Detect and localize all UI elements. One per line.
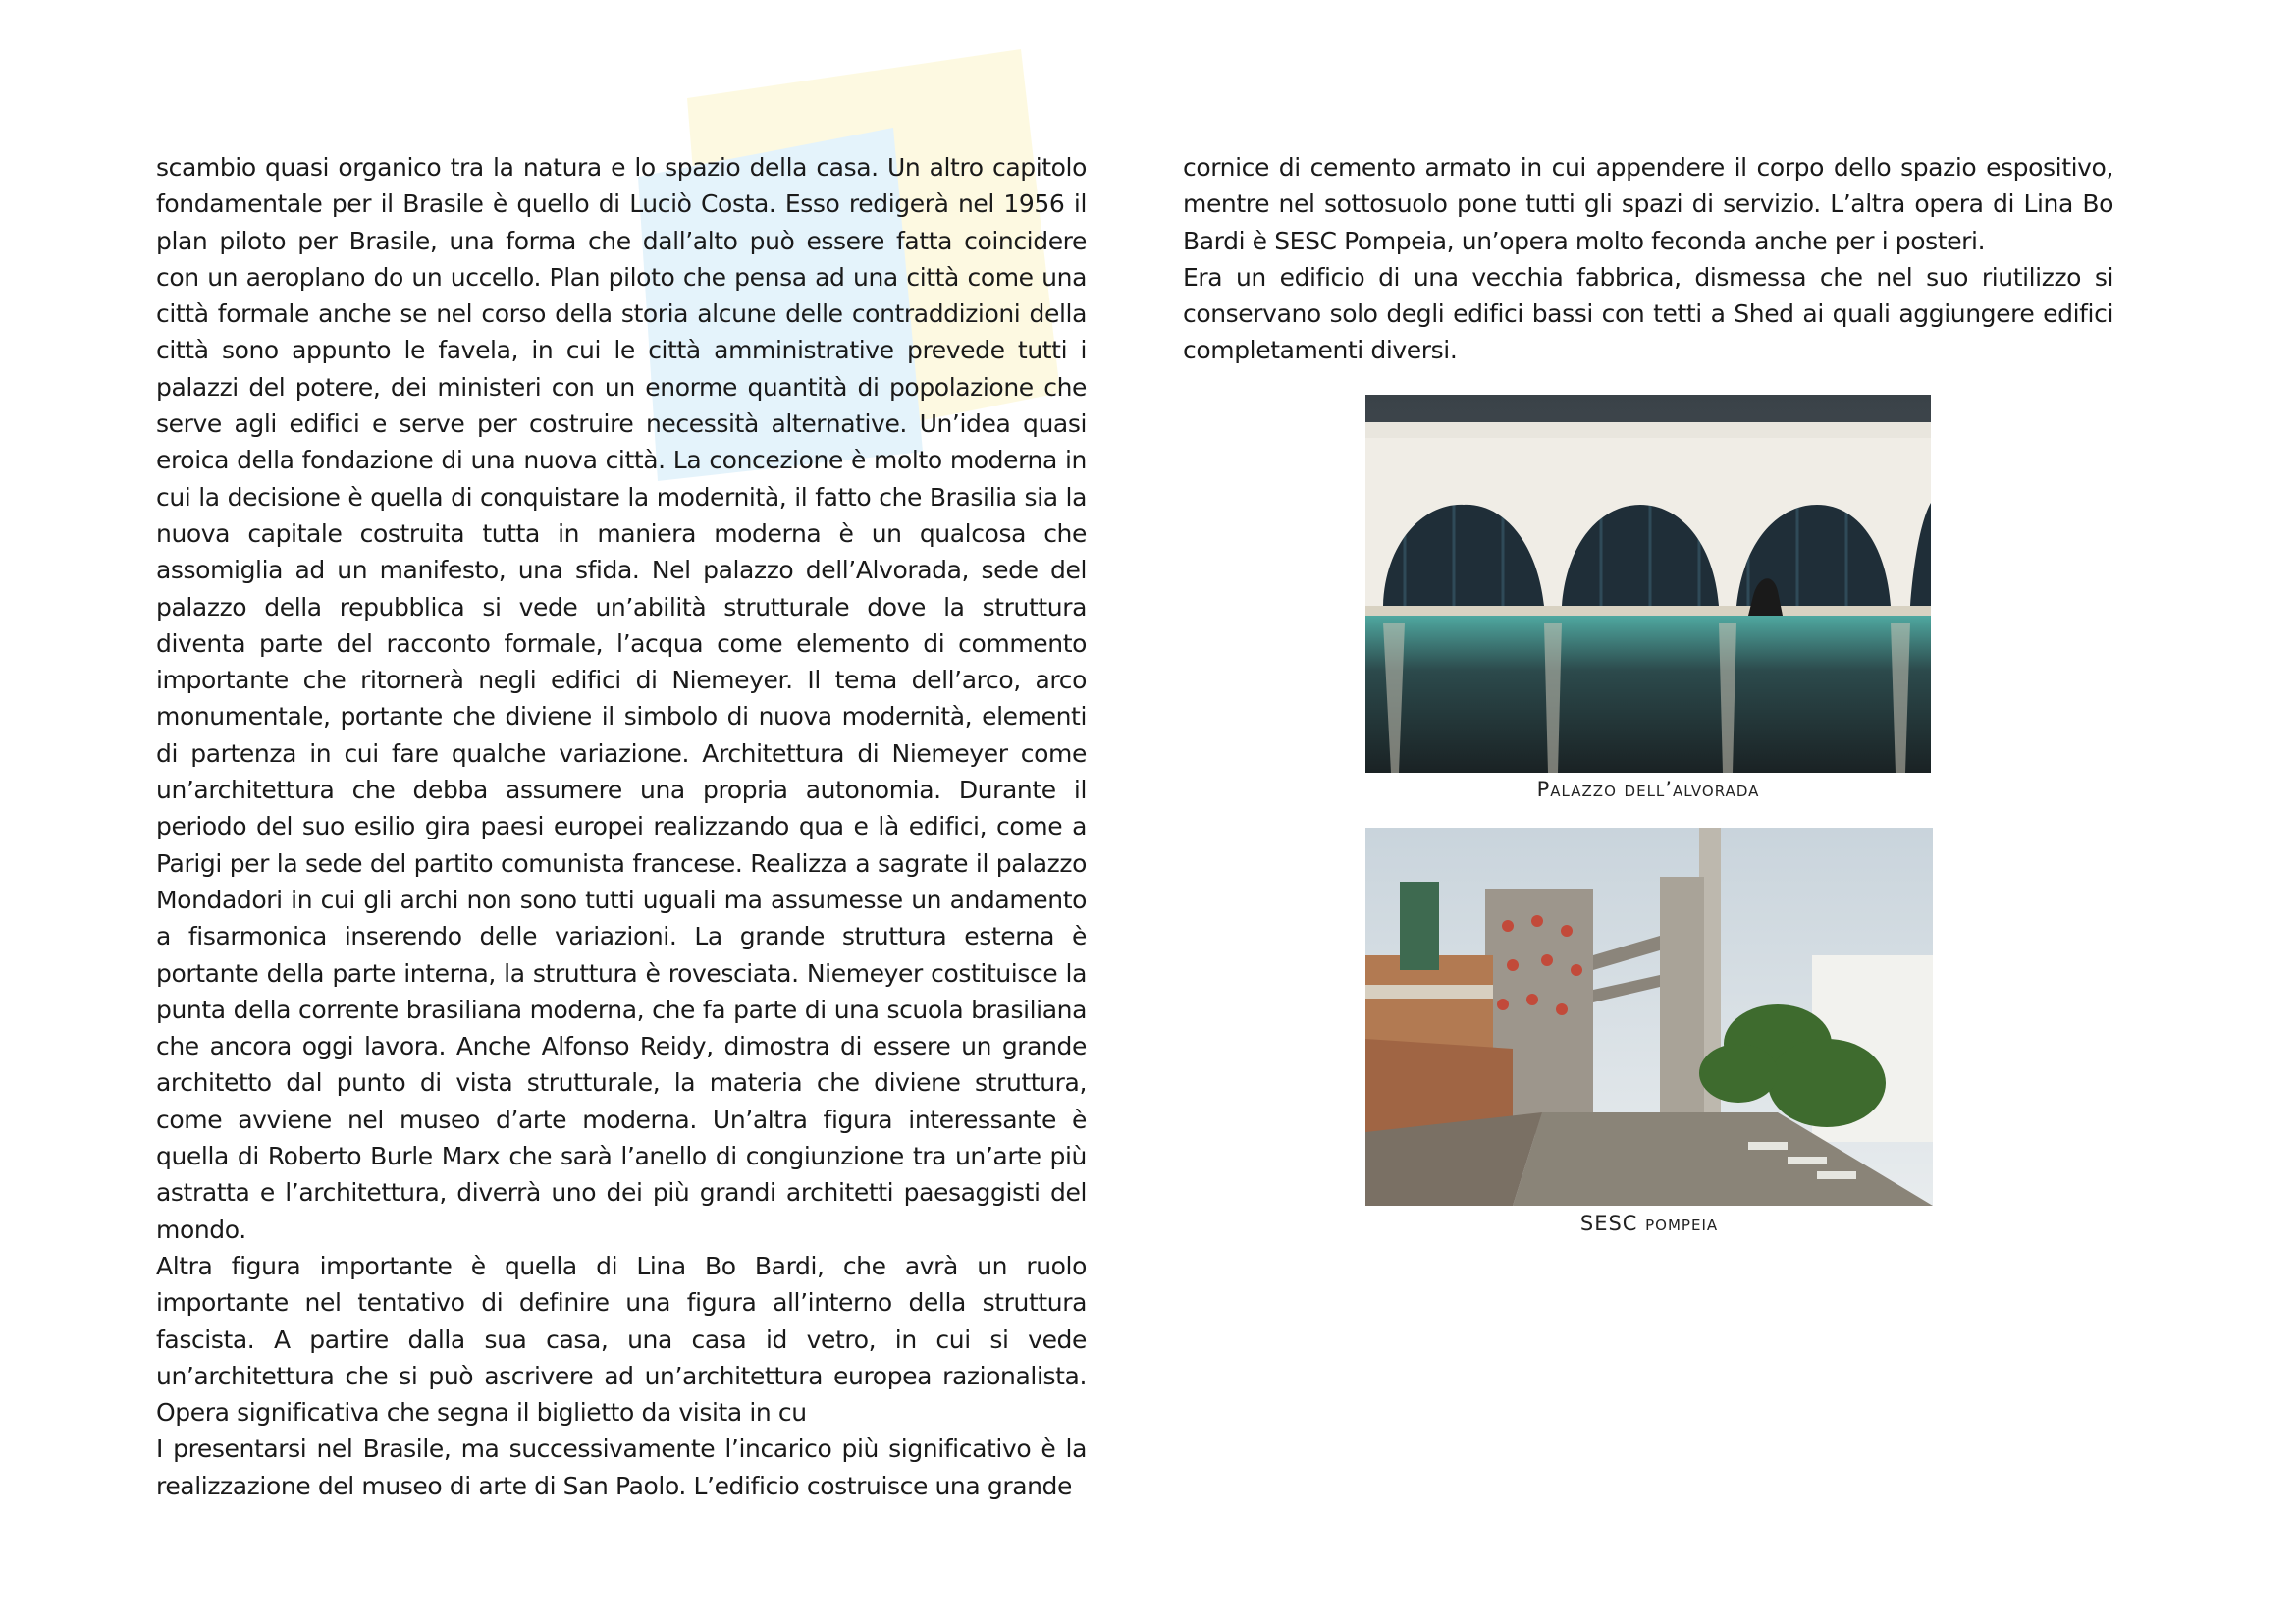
paragraph: I presentarsi nel Brasile, ma successivamente l’incarico più significativo è la realizzazione del museo di arte di San Paolo. L’edificio costruisce una grande bbox=[156, 1435, 1087, 1500]
figure-alvorada bbox=[1365, 395, 1931, 773]
figure-caption: SESC pompeia bbox=[1579, 1212, 1719, 1235]
figure-caption: Palazzo dell’alvorada bbox=[1536, 778, 1760, 801]
palazzo-alvorada-photo bbox=[1365, 395, 1931, 773]
figure-sesc bbox=[1365, 828, 1933, 1206]
paragraph: Era un edificio di una vecchia fabbrica, dismessa che nel suo riutilizzo si conservano solo degli edifici bassi con tetti a Shed ai quali aggiungere edifici completamenti diversi. bbox=[1183, 262, 2113, 365]
paragraph: cornice di cemento armato in cui appendere il corpo dello spazio espositivo, mentre nel sottosuolo pone tutti gli spazi di servizio. L’altra opera di Lina Bo Bardi è SESC Pompeia, un’opera molto feconda anche per i posteri. bbox=[1183, 153, 2113, 255]
paragraph: Altra figura importante è quella di Lina Bo Bardi, che avrà un ruolo importante nel tentativo di definire una figura all’interno della struttura fascista. A partire dalla sua casa, una casa id vetro, in cui si vede un’architettura che si può ascrivere ad un’architettura europea razionalista. Opera significativa che segna il biglietto da visita in cu bbox=[156, 1251, 1087, 1428]
left-text-column bbox=[156, 149, 1087, 1504]
right-text-column bbox=[1183, 149, 2113, 369]
sesc-pompeia-photo bbox=[1365, 828, 1933, 1206]
paragraph: scambio quasi organico tra la natura e lo spazio della casa. Un altro capitolo fondamentale per il Brasile è quello di Luciò Costa. Esso redigerà nel 1956 il plan piloto per Brasile, una forma che dall’alto può essere fatta coincidere con un aeroplano do un uccello. Plan piloto che pensa ad una città come una città formale anche se nel corso della storia alcune delle contraddizioni della città sono appunto le favela, in cui le città amministrative prevede tutti i palazzi del potere, dei ministeri con un enorme quantità di popolazione che serve agli edifici e serve per costruire necessità alternative. Un’idea quasi eroica della fondazione di una nuova città. La concezione è molto moderna in cui la decisione è quella di conquistare la modernità, il fatto che Brasilia sia la nuova capitale costruita tutta in maniera moderna è un qualcosa che assomiglia ad un manifesto, una sfida. Nel palazzo dell’Alvorada, sede del palazzo della repubblica si vede un’abilità strutturale dove la struttura diventa parte del racconto formale, l’acqua come elemento di commento importante che ritornerà negli edifici di Niemeyer. Il tema dell’arco, arco monumentale, portante che diviene il simbolo di nuova modernità, elementi di partenza in cui fare qualche variazione. Architettura di Niemeyer come un’architettura che debba assumere una propria autonomia. Durante il periodo del suo esilio gira paesi europei realizzando qua e là edifici, come a Parigi per la sede del partito comunista francese. Realizza a sagrate il palazzo Mondadori in cui gli archi non sono tutti uguali ma assumesse un andamento a fisarmonica inserendo delle variazioni. La grande struttura esterna è portante della parte interna, la struttura è rovesciata. Niemeyer costituisce la punta della corrente brasiliana moderna, che fa parte di una scuola brasiliana che ancora oggi lavora. Anche Alfonso Reidy, dimostra di essere un grande architetto dal punto di vista strutturale, la materia che diviene struttura, come avviene nel museo d’arte moderna. Un’altra figura interessante è quella di Roberto Burle Marx che sarà l’anello di congiunzione tra un’arte più astratta e l’architettura, diverrà uno dei più grandi architetti paesaggisti del mondo. bbox=[156, 153, 1087, 1244]
